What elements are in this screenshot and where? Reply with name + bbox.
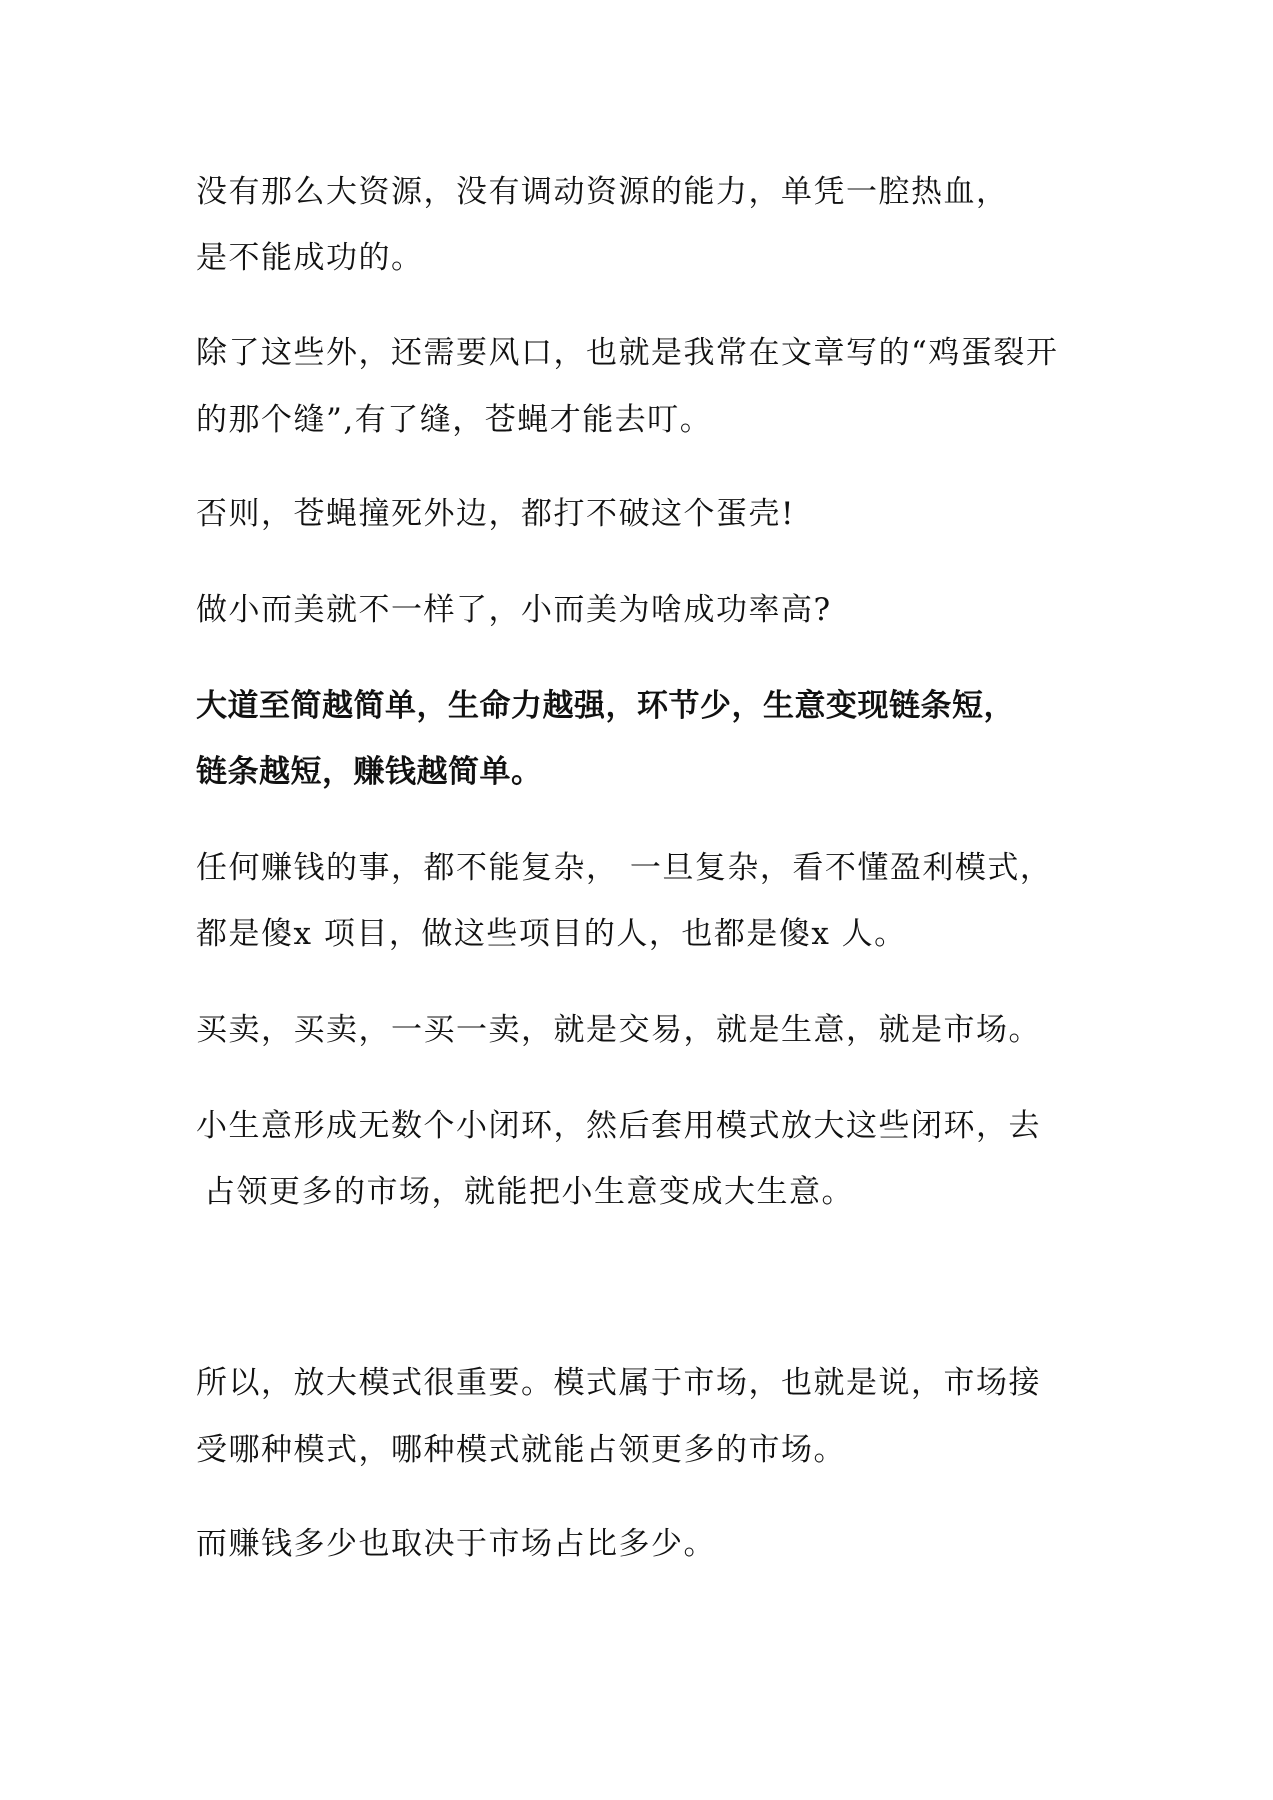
paragraph-6-line-2: 都是傻x 项目，做这些项目的人，也都是傻x 人。 xyxy=(196,916,907,952)
paragraph-6-line-1: 任何赚钱的事，都不能复杂， 一旦复杂，看不懂盈利模式， xyxy=(196,850,1053,886)
paragraph-2-line-1: 除了这些外，还需要风口，也就是我常在文章写的“鸡蛋裂开 xyxy=(196,335,1059,371)
paragraph-1-line-2: 是不能成功的。 xyxy=(196,240,424,276)
paragraph-2-line-2: 的那个缝”,有了缝，苍蝇才能去叮。 xyxy=(196,402,713,438)
paragraph-4-line-1: 做小而美就不一样了，小而美为啥成功率高? xyxy=(196,592,832,628)
paragraph-7-line-1: 买卖，买卖，一买一卖，就是交易，就是生意，就是市场。 xyxy=(196,1012,1041,1048)
paragraph-3-line-1: 否则，苍蝇撞死外边，都打不破这个蛋壳! xyxy=(196,496,795,532)
paragraph-5-bold-line-2: 链条越短，赚钱越简单。 xyxy=(196,754,543,790)
paragraph-9-line-2: 受哪种模式，哪种模式就能占领更多的市场。 xyxy=(196,1432,846,1468)
paragraph-5-bold-line-1: 大道至简越简单，生命力越强，环节少，生意变现链条短， xyxy=(196,688,1015,724)
paragraph-8-line-1: 小生意形成无数个小闭环，然后套用模式放大这些闭环，去 xyxy=(196,1108,1041,1144)
paragraph-8-line-2: 占领更多的市场，就能把小生意变成大生意。 xyxy=(204,1174,854,1210)
paragraph-1-line-1: 没有那么大资源，没有调动资源的能力，单凭一腔热血， xyxy=(196,174,1009,210)
paragraph-9-line-1: 所以，放大模式很重要。模式属于市场，也就是说，市场接 xyxy=(196,1365,1041,1401)
paragraph-10-line-1: 而赚钱多少也取决于市场占比多少。 xyxy=(196,1526,716,1562)
